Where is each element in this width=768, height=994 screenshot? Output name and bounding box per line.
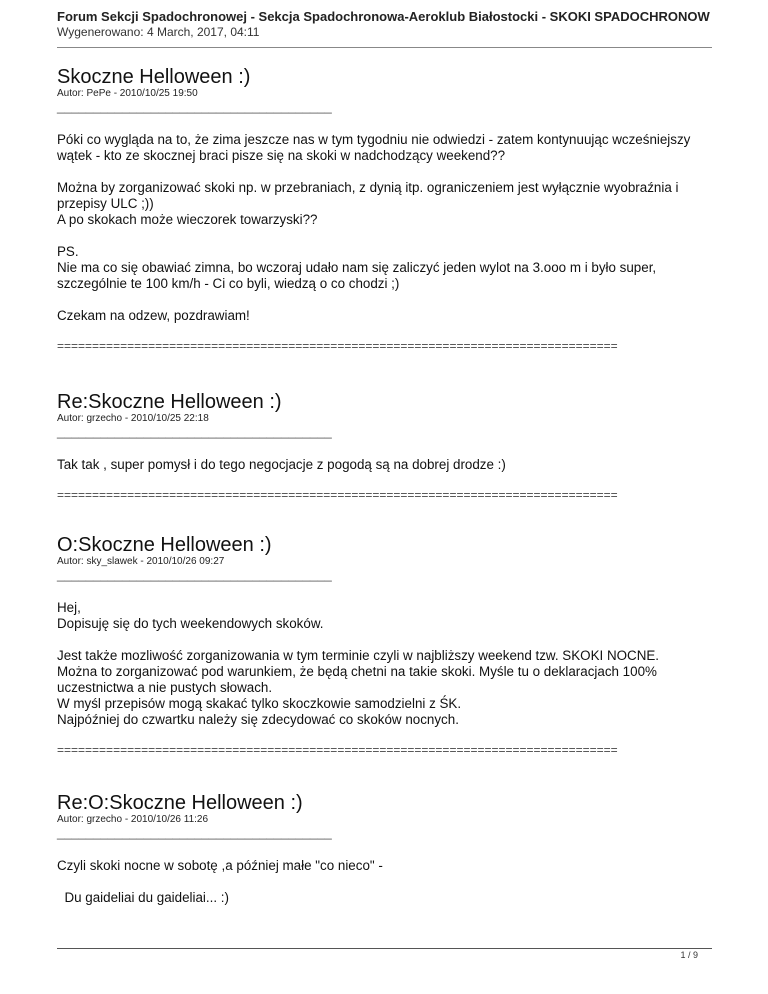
post-paragraph: Hej, xyxy=(57,600,81,615)
post-author-line: Autor: grzecho - 2010/10/26 11:26 xyxy=(57,814,209,825)
post-paragraph: Można by zorganizować skoki np. w przebraniach, z dynią itp. ograniczeniem jest wyłącznie wyobraźnia i przepisy ULC ;)) xyxy=(57,180,679,211)
post-author-line: Autor: sky_slawek - 2010/10/26 09:27 xyxy=(57,556,225,567)
forum-title: Forum Sekcji Spadochronowej - Sekcja Spadochronowa-Aeroklub Białostocki - SKOKI SPADOCHRONOW xyxy=(57,9,710,24)
post-body xyxy=(57,600,707,756)
post-separator: ================================================================================ xyxy=(57,488,618,502)
post-title: Re:O:Skoczne Helloween :) xyxy=(57,792,303,814)
post-body xyxy=(57,457,707,501)
page-number: 1 / 9 xyxy=(680,950,698,960)
post-separator: ================================================================================ xyxy=(57,743,618,757)
post-title: Skoczne Helloween :) xyxy=(57,66,251,88)
post-underline: ______________________________________ xyxy=(57,99,332,114)
forum-post xyxy=(57,534,707,756)
generated-date: Wygenerowano: 4 March, 2017, 04:11 xyxy=(57,25,260,39)
post-title: O:Skoczne Helloween :) xyxy=(57,534,272,556)
post-paragraph: Czyli skoki nocne w sobotę ,a później małe "co nieco" - xyxy=(57,858,383,873)
post-paragraph: Tak tak , super pomysł i do tego negocjacje z pogodą są na dobrej drodze :) xyxy=(57,457,506,472)
post-title: Re:Skoczne Helloween :) xyxy=(57,391,282,413)
post-paragraph: A po skokach może wieczorek towarzyski?? xyxy=(57,212,318,227)
forum-post xyxy=(57,391,707,501)
post-paragraph: Nie ma co się obawiać zimna, bo wczoraj udało nam się zaliczyć jeden wylot na 3.ooo m i było super, szczególnie te 100 km/h - Ci co byli, wiedzą o co chodzi ;) xyxy=(57,260,657,291)
post-paragraph: Jest także mozliwość zorganizowania w tym terminie czyli w najbliższy weekend tzw. SKOKI NOCNE. xyxy=(57,648,660,663)
post-paragraph: Póki co wygląda na to, że zima jeszcze nas w tym tygodniu nie odwiedzi - zatem kontynuując wcześniejszy wątek - kto ze skocznej braci pisze się na skoki w nadchodzący weekend?? xyxy=(57,132,691,163)
post-paragraph: Można to zorganizować pod warunkiem, że będą chetni na takie skoki. Myśle tu o deklaracjach 100% uczestnictwa a nie pustych słowach. xyxy=(57,664,657,695)
footer-rule xyxy=(57,948,712,949)
document-header xyxy=(57,9,768,40)
forum-post xyxy=(57,66,707,352)
post-paragraph: Du gaideliai du gaideliai... :) xyxy=(57,890,229,905)
post-separator: ================================================================================ xyxy=(57,339,618,353)
post-body xyxy=(57,132,707,352)
post-paragraph: Dopisuję się do tych weekendowych skoków. xyxy=(57,616,324,631)
post-paragraph: Najpóźniej do czwartku należy się zdecydować co skoków nocnych. xyxy=(57,712,459,727)
header-rule xyxy=(57,47,712,48)
post-underline: ______________________________________ xyxy=(57,825,332,840)
post-body xyxy=(57,858,707,906)
post-author-line: Autor: PePe - 2010/10/25 19:50 xyxy=(57,88,198,99)
forum-post xyxy=(57,792,707,922)
post-paragraph: PS. xyxy=(57,244,79,259)
post-author-line: Autor: grzecho - 2010/10/25 22:18 xyxy=(57,413,209,424)
post-paragraph: Czekam na odzew, pozdrawiam! xyxy=(57,308,250,323)
post-underline: ______________________________________ xyxy=(57,567,332,582)
post-underline: ______________________________________ xyxy=(57,424,332,439)
post-paragraph: W myśl przepisów mogą skakać tylko skoczkowie samodzielni z ŚK. xyxy=(57,696,462,711)
